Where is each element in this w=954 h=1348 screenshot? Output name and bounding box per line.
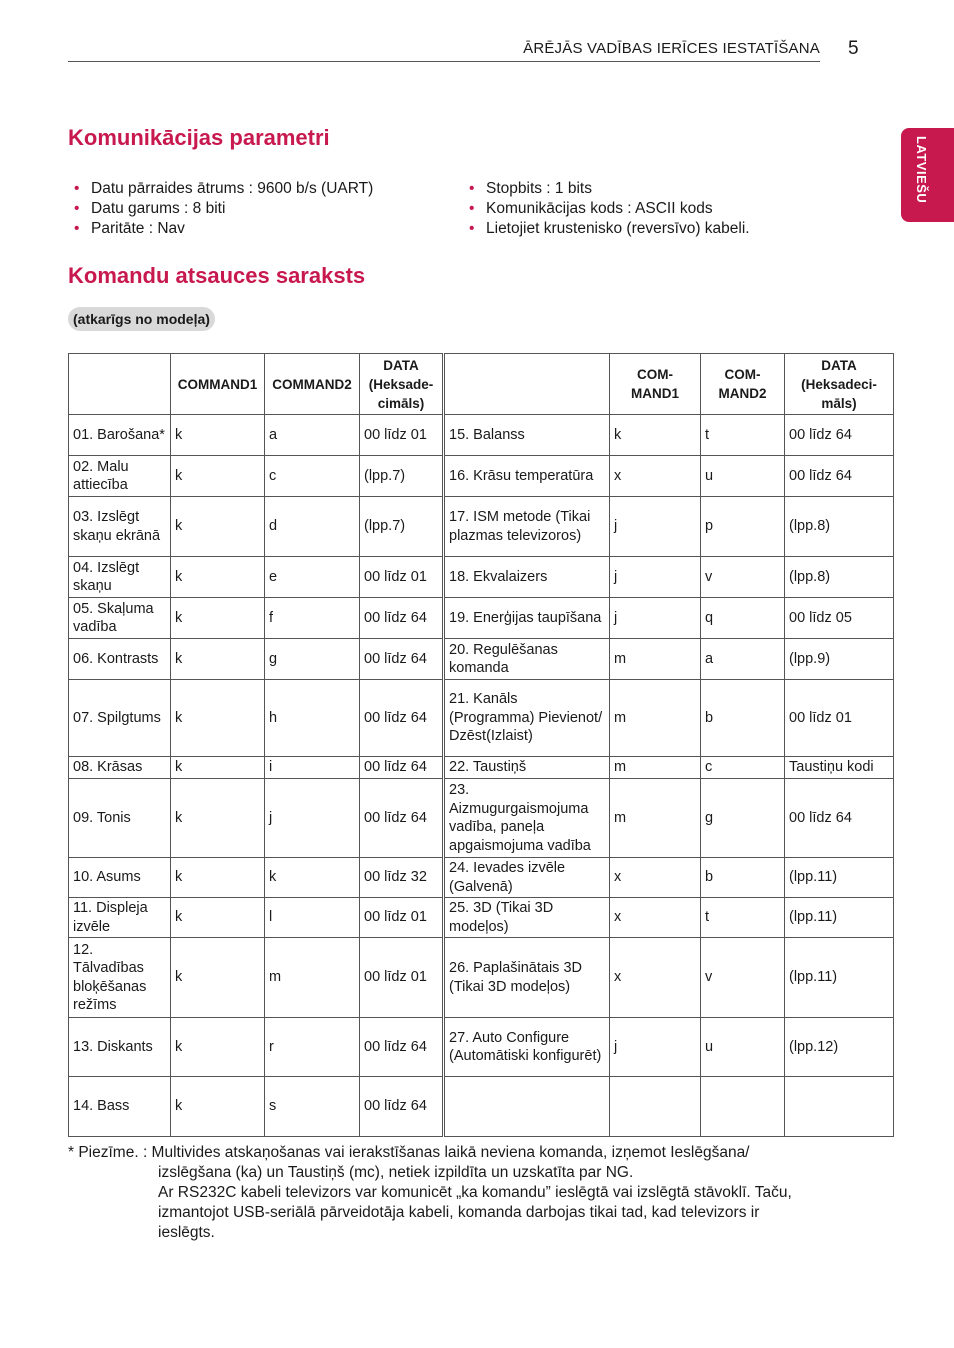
cell-data-left: 00 līdz 64 — [360, 1018, 444, 1077]
page-number: 5 — [848, 38, 859, 59]
cell-command1-right — [610, 1077, 701, 1137]
cell-command1-right: j — [610, 598, 701, 639]
page-header — [68, 38, 820, 62]
cell-data-right: 00 līdz 64 — [785, 415, 894, 456]
cell-name-right: 25. 3D (Tikai 3D modeļos) — [444, 898, 610, 938]
cell-name-left: 09. Tonis — [69, 779, 171, 858]
cell-data-left: (lpp.7) — [360, 456, 444, 497]
cell-name-left: 10. Asums — [69, 858, 171, 898]
cell-command2-right: b — [701, 680, 785, 757]
cell-command2-left: l — [265, 898, 360, 938]
cell-data-right: (lpp.11) — [785, 938, 894, 1018]
list-item: • Datu garums : 8 biti — [74, 200, 226, 217]
cell-command2-left: k — [265, 858, 360, 898]
list-item: • Stopbits : 1 bits — [469, 180, 592, 197]
cell-data-right: 00 līdz 05 — [785, 598, 894, 639]
footnote-line: Ar RS232C kabeli televizors var komunicēt „ka komandu” ieslēgtā vai izslēgtā stāvoklī. Taču, — [158, 1184, 792, 1201]
cell-command2-right: c — [701, 757, 785, 779]
cell-command1-right: x — [610, 858, 701, 898]
cell-command1-left: k — [171, 1018, 265, 1077]
cell-name-left: 11. Displeja izvēle — [69, 898, 171, 938]
list-item: • Komunikācijas kods : ASCII kods — [469, 200, 713, 217]
language-tab — [901, 128, 954, 222]
cell-data-right: (lpp.9) — [785, 639, 894, 680]
cell-command1-left: k — [171, 898, 265, 938]
cell-data-left: (lpp.7) — [360, 497, 444, 557]
header-data-right: DATA (Heksadeci-māls) — [785, 354, 894, 415]
cell-data-right: Taustiņu kodi — [785, 757, 894, 779]
cell-command2-right: v — [701, 557, 785, 598]
cell-name-right: 26. Paplašinātais 3D (Tikai 3D modeļos) — [444, 938, 610, 1018]
cell-command2-right: q — [701, 598, 785, 639]
cell-command2-left: m — [265, 938, 360, 1018]
cell-name-right: 20. Regulēšanas komanda — [444, 639, 610, 680]
cell-data-left: 00 līdz 01 — [360, 415, 444, 456]
cell-command1-left: k — [171, 938, 265, 1018]
cell-command1-right: x — [610, 456, 701, 497]
cell-data-right: (lpp.11) — [785, 898, 894, 938]
cell-command2-left: i — [265, 757, 360, 779]
table-row — [69, 415, 894, 456]
cell-command2-left: e — [265, 557, 360, 598]
list-item: • Paritāte : Nav — [74, 220, 185, 237]
header-name-left — [69, 354, 171, 415]
list-item: • Lietojiet krustenisko (reversīvo) kabeli. — [469, 220, 750, 237]
cell-data-right: (lpp.12) — [785, 1018, 894, 1077]
cell-command2-left: f — [265, 598, 360, 639]
cell-data-left: 00 līdz 64 — [360, 757, 444, 779]
table-row — [69, 598, 894, 639]
cell-name-right: 17. ISM metode (Tikai plazmas televizoros) — [444, 497, 610, 557]
cell-command1-right: m — [610, 639, 701, 680]
cell-command1-right: j — [610, 557, 701, 598]
cell-data-left: 00 līdz 01 — [360, 898, 444, 938]
bullet-icon: • — [74, 180, 80, 197]
cell-name-left: 01. Barošana* — [69, 415, 171, 456]
cell-command1-left: k — [171, 456, 265, 497]
cell-command2-left: g — [265, 639, 360, 680]
params-list-right — [463, 179, 750, 239]
cell-command1-left: k — [171, 680, 265, 757]
footnote-line: izslēgšana (ka) un Taustiņš (mc), netiek izpildīta un uzskatīta par NG. — [158, 1164, 634, 1181]
cell-command2-left: h — [265, 680, 360, 757]
cell-command1-right: x — [610, 938, 701, 1018]
cell-command1-right: x — [610, 898, 701, 938]
footnote-line: * Piezīme. : Multivides atskaņošanas vai ierakstīšanas laikā neviena komanda, izņemot Ieslēgšana/ — [68, 1144, 750, 1161]
cell-name-left: 12. Tālvadības bloķēšanas režīms — [69, 938, 171, 1018]
cell-data-left: 00 līdz 01 — [360, 557, 444, 598]
header-name-right — [444, 354, 610, 415]
cell-name-right — [444, 1077, 610, 1137]
cell-data-right: 00 līdz 64 — [785, 456, 894, 497]
cell-data-left: 00 līdz 32 — [360, 858, 444, 898]
cell-command2-right: a — [701, 639, 785, 680]
cell-command1-left: k — [171, 1077, 265, 1137]
cell-data-left: 00 līdz 64 — [360, 1077, 444, 1137]
cell-command1-right: m — [610, 757, 701, 779]
table-row — [69, 497, 894, 557]
cell-command2-left: a — [265, 415, 360, 456]
cell-command2-right: g — [701, 779, 785, 858]
cell-name-right: 22. Taustiņš — [444, 757, 610, 779]
cell-name-right: 16. Krāsu temperatūra — [444, 456, 610, 497]
cell-command1-left: k — [171, 598, 265, 639]
model-dependent-badge: (atkarīgs no modeļa) — [68, 307, 215, 331]
table-header-row — [69, 354, 894, 415]
header-title: ĀRĒJĀS VADĪBAS IERĪCES IESTATĪŠANA — [523, 40, 820, 57]
cell-data-right: 00 līdz 01 — [785, 680, 894, 757]
cell-command2-right: b — [701, 858, 785, 898]
cell-command2-left: j — [265, 779, 360, 858]
cell-data-left: 00 līdz 64 — [360, 639, 444, 680]
cell-name-right: 19. Enerģijas taupīšana — [444, 598, 610, 639]
command-table — [68, 353, 894, 1137]
cell-data-right: (lpp.8) — [785, 497, 894, 557]
cell-command2-right: p — [701, 497, 785, 557]
cell-name-right: 18. Ekvalaizers — [444, 557, 610, 598]
language-tab-label: LATVIEŠU — [914, 136, 929, 204]
list-item: • Datu pārraides ātrums : 9600 b/s (UART) — [74, 180, 374, 197]
table-row — [69, 898, 894, 938]
table-row — [69, 779, 894, 858]
cell-command2-left: s — [265, 1077, 360, 1137]
bullet-icon: • — [469, 200, 475, 217]
cell-data-left: 00 līdz 64 — [360, 598, 444, 639]
cell-command2-left: r — [265, 1018, 360, 1077]
header-command2-left: COMMAND2 — [265, 354, 360, 415]
cell-name-left: 02. Malu attiecība — [69, 456, 171, 497]
cell-command1-left: k — [171, 497, 265, 557]
header-data-left: DATA (Heksade-cimāls) — [360, 354, 444, 415]
cell-command2-right: t — [701, 415, 785, 456]
table-row — [69, 858, 894, 898]
section-title-communication: Komunikācijas parametri — [68, 125, 330, 150]
cell-command1-right: m — [610, 779, 701, 858]
cell-name-left: 07. Spilgtums — [69, 680, 171, 757]
cell-name-right: 23. Aizmugurgaismojuma vadība, paneļa apgaismojuma vadība — [444, 779, 610, 858]
footnote-line: izmantojot USB-seriālā pārveidotāja kabeli, komanda darbojas tikai tad, kad televizors ir — [158, 1204, 760, 1221]
cell-command1-left: k — [171, 858, 265, 898]
cell-data-left: 00 līdz 64 — [360, 779, 444, 858]
header-command1-left: COMMAND1 — [171, 354, 265, 415]
params-list-left — [68, 179, 373, 239]
header-command2-right: COM-MAND2 — [701, 354, 785, 415]
cell-name-left: 03. Izslēgt skaņu ekrānā — [69, 497, 171, 557]
table-row — [69, 639, 894, 680]
bullet-icon: • — [469, 180, 475, 197]
cell-command1-left: k — [171, 639, 265, 680]
table-body — [69, 415, 894, 1137]
cell-command1-left: k — [171, 757, 265, 779]
cell-data-left: 00 līdz 64 — [360, 680, 444, 757]
table-row — [69, 680, 894, 757]
footnote — [68, 1143, 858, 1243]
cell-command2-left: c — [265, 456, 360, 497]
cell-command2-right: v — [701, 938, 785, 1018]
cell-command1-left: k — [171, 779, 265, 858]
cell-name-right: 21. Kanāls (Programma) Pievienot/ Dzēst(Izlaist) — [444, 680, 610, 757]
cell-command1-left: k — [171, 557, 265, 598]
footnote-line: ieslēgts. — [158, 1224, 215, 1241]
table-row — [69, 557, 894, 598]
cell-data-left: 00 līdz 01 — [360, 938, 444, 1018]
bullet-icon: • — [469, 220, 475, 237]
bullet-icon: • — [74, 200, 80, 217]
cell-name-left: 14. Bass — [69, 1077, 171, 1137]
table-row — [69, 456, 894, 497]
cell-command2-right: t — [701, 898, 785, 938]
cell-name-right: 27. Auto Configure (Automātiski konfigurēt) — [444, 1018, 610, 1077]
cell-name-left: 06. Kontrasts — [69, 639, 171, 680]
cell-data-right: (lpp.8) — [785, 557, 894, 598]
cell-command2-right: u — [701, 456, 785, 497]
cell-name-left: 05. Skaļuma vadība — [69, 598, 171, 639]
table-row — [69, 938, 894, 1018]
table-row — [69, 1077, 894, 1137]
bullet-icon: • — [74, 220, 80, 237]
cell-command1-left: k — [171, 415, 265, 456]
cell-command1-right: k — [610, 415, 701, 456]
cell-command2-left: d — [265, 497, 360, 557]
cell-data-right — [785, 1077, 894, 1137]
cell-name-right: 24. Ievades izvēle (Galvenā) — [444, 858, 610, 898]
section-title-command-list: Komandu atsauces saraksts — [68, 263, 366, 288]
cell-name-left: 08. Krāsas — [69, 757, 171, 779]
cell-name-left: 13. Diskants — [69, 1018, 171, 1077]
cell-name-left: 04. Izslēgt skaņu — [69, 557, 171, 598]
header-command1-right: COM-MAND1 — [610, 354, 701, 415]
table-row — [69, 757, 894, 779]
cell-command2-right — [701, 1077, 785, 1137]
cell-command1-right: j — [610, 1018, 701, 1077]
cell-command2-right: u — [701, 1018, 785, 1077]
cell-data-right: (lpp.11) — [785, 858, 894, 898]
table-row — [69, 1018, 894, 1077]
cell-data-right: 00 līdz 64 — [785, 779, 894, 858]
cell-name-right: 15. Balanss — [444, 415, 610, 456]
cell-command1-right: m — [610, 680, 701, 757]
cell-command1-right: j — [610, 497, 701, 557]
